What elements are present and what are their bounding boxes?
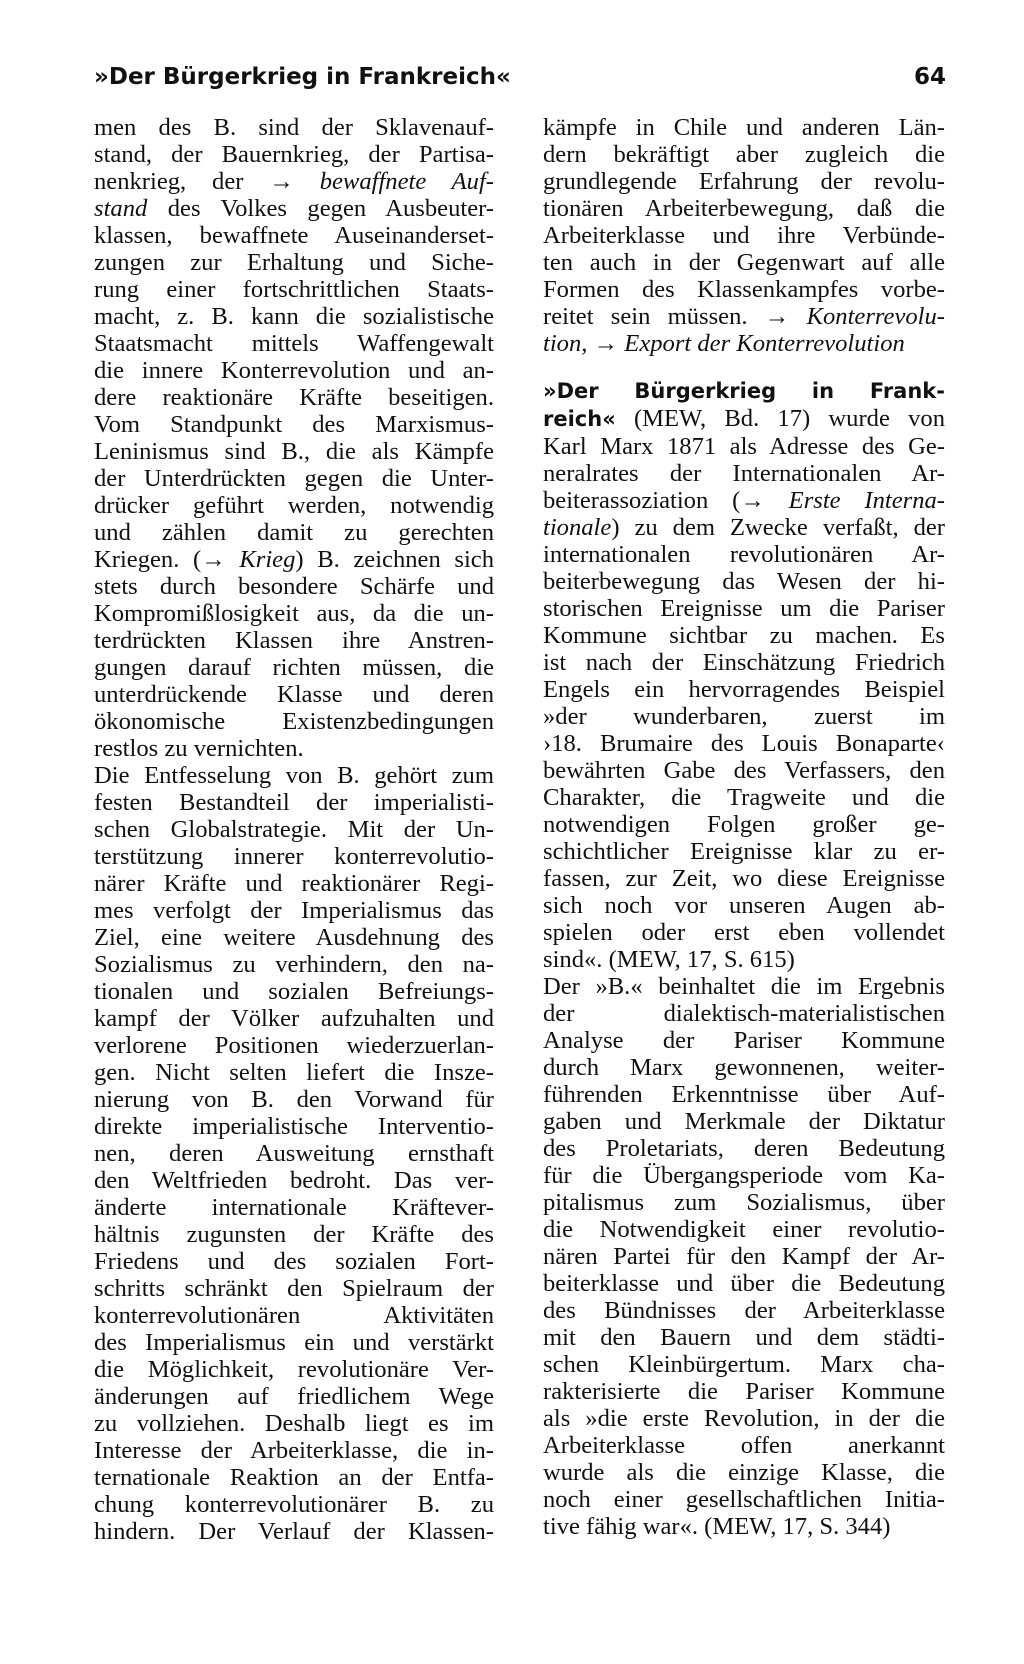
text-line [543,1513,945,1540]
text-run: ›18. Brumaire des Louis Bonaparte‹ [543,730,945,757]
text-line [543,141,945,168]
text-run: tive fähig war«. (MEW, 17, S. 344) [543,1513,891,1540]
text-run: kämpfe in Chile und anderen Län- [543,114,945,141]
text-line [94,438,494,465]
text-run: ) B. zeichnen sich [295,546,494,573]
cross-reference: Erste Interna- [788,487,945,514]
text-line [94,249,494,276]
text-run: nären Partei für den Kampf der Ar- [543,1243,945,1270]
text-line [94,1518,494,1545]
text-run: schritts schränkt den Spielraum der [94,1275,494,1302]
text-line [543,1027,945,1054]
text-line [543,1351,945,1378]
text-line [94,1086,494,1113]
text-line [94,519,494,546]
text-run: neralrates der Internationalen Ar- [543,460,945,487]
text-line [543,487,945,514]
text-line [543,168,945,195]
text-line [94,1329,494,1356]
running-head [94,64,946,98]
text-run: fassen, zur Zeit, wo diese Ereignisse [543,865,945,892]
text-run: men des B. sind der Sklavenauf- [94,114,494,141]
section-gap [543,357,945,377]
text-run: schen Kleinbürgertum. Marx cha- [543,1351,945,1378]
text-line [543,222,945,249]
text-run: festen Bestandteil der imperialisti- [94,789,494,816]
text-line [94,978,494,1005]
text-line [543,595,945,622]
text-line [543,973,945,1000]
text-line [94,1437,494,1464]
text-run: gaben und Merkmale der Diktatur [543,1108,945,1135]
text-run: dern bekräftigt aber zugleich die [543,141,945,168]
text-run: Vom Standpunkt des Marxismus- [94,411,494,438]
text-run: grundlegende Erfahrung der revolu- [543,168,945,195]
text-run: ten auch in der Gegenwart auf alle [543,249,945,276]
text-run: ) zu dem Zwecke verfaßt, der [611,514,945,541]
text-line [543,1135,945,1162]
text-line [543,303,945,330]
text-run: pitalismus zum Sozialismus, über [543,1189,945,1216]
text-line [543,703,945,730]
text-line [94,1491,494,1518]
text-run: des Volkes gegen Ausbeuter- [147,195,494,222]
text-run: direkte imperialistische Interventio- [94,1113,494,1140]
text-line [543,195,945,222]
text-line [543,1189,945,1216]
text-line [543,1378,945,1405]
text-run: stand, der Bauernkrieg, der Partisa- [94,141,494,168]
text-line [94,1005,494,1032]
cross-reference: → bewaffnete Auf- [269,168,494,195]
text-run: ökonomische Existenzbedingungen [94,708,494,735]
text-run: wurde als die einzige Klasse, die [543,1459,945,1486]
text-line [543,1108,945,1135]
text-run: restlos zu vernichten. [94,735,304,762]
entry-headword: »Der Bürgerkrieg in Frank- [543,379,945,403]
text-run: Karl Marx 1871 als Adresse des Ge- [543,433,945,460]
text-run: verlorene Positionen wiederzuerlan- [94,1032,494,1059]
text-run: terdrückten Klassen ihre Anstren- [94,627,494,654]
text-line [543,541,945,568]
cross-reference: tion, → Export der Konterrevolution [543,330,905,357]
text-run: stets durch besondere Schärfe und [94,573,494,600]
text-run: Staatsmacht mittels Waffengewalt [94,330,494,357]
text-line [94,924,494,951]
text-line [543,1324,945,1351]
text-line [543,1162,945,1189]
text-line [94,1032,494,1059]
text-run: storischen Ereignisse um die Pariser [543,595,945,622]
text-line [94,816,494,843]
text-run: den Weltfrieden bedroht. Das ver- [94,1167,494,1194]
text-run: dere reaktionäre Kräfte beseitigen. [94,384,494,411]
text-line [94,897,494,924]
text-run: sich noch vor unseren Augen ab- [543,892,945,919]
text-run: schichtlicher Ereignisse klar zu er- [543,838,945,865]
text-run: Arbeiterklasse offen anerkannt [543,1432,945,1459]
text-run: macht, z. B. kann die sozialistische [94,303,494,330]
text-line [94,411,494,438]
text-line [94,1194,494,1221]
text-line [94,627,494,654]
text-line [543,838,945,865]
text-line [543,1297,945,1324]
text-line [543,811,945,838]
text-run: Formen des Klassenkampfes vorbe- [543,276,945,303]
text-run: hältnis zugunsten der Kräfte des [94,1221,494,1248]
text-run: Interesse der Arbeiterklasse, die in- [94,1437,494,1464]
text-run: Arbeiterklasse und ihre Verbünde- [543,222,945,249]
text-run: die Notwendigkeit einer revolutio- [543,1216,945,1243]
text-line [543,568,945,595]
text-run: des Bündnisses der Arbeiterklasse [543,1297,945,1324]
text-run: Friedens und des sozialen Fort- [94,1248,494,1275]
text-line [543,460,945,487]
text-run: ternationale Reaktion an der Entfa- [94,1464,494,1491]
text-line [543,1486,945,1513]
text-run: beiterklasse und über die Bedeutung [543,1270,945,1297]
text-run: sind«. (MEW, 17, S. 615) [543,946,795,973]
text-run: internationalen revolutionären Ar- [543,541,945,568]
text-line [94,1383,494,1410]
left-column [94,114,494,1545]
text-line [543,330,945,357]
text-line [94,681,494,708]
text-line [94,141,494,168]
text-line [543,405,945,433]
text-line [94,1140,494,1167]
text-run: der dialektisch-materialistischen [543,1000,945,1027]
text-line [543,676,945,703]
text-run: der Unterdrückten gegen die Unter- [94,465,494,492]
text-run: drücker geführt werden, notwendig [94,492,494,519]
text-run: Ziel, eine weitere Ausdehnung des [94,924,494,951]
text-line [94,276,494,303]
text-line [543,919,945,946]
text-line [94,114,494,141]
text-run: des Imperialismus ein und verstärkt [94,1329,494,1356]
text-line [94,1248,494,1275]
text-run: chung konterrevolutionärer B. zu [94,1491,494,1518]
running-head-title: »Der Bürgerkrieg in Frankreich« [94,64,511,90]
text-run: änderungen auf friedlichem Wege [94,1383,494,1410]
text-line [543,649,945,676]
text-line [94,789,494,816]
cross-reference: tionale [543,514,612,541]
text-line [543,622,945,649]
text-run: nierung von B. den Vorwand für [94,1086,494,1113]
text-line [94,465,494,492]
text-line [94,1356,494,1383]
text-line [543,377,945,405]
text-run: Analyse der Pariser Kommune [543,1027,945,1054]
text-line [543,1054,945,1081]
text-line [543,433,945,460]
text-run: Kompromißlosigkeit aus, da die un- [94,600,494,627]
text-line [94,573,494,600]
text-line [94,1167,494,1194]
text-line [94,1275,494,1302]
text-line [94,762,494,789]
text-run: tionalen und sozialen Befreiungs- [94,978,494,1005]
text-run: beiterassoziation (→ [543,487,789,514]
text-line [94,1464,494,1491]
text-run: und zählen damit zu gerechten [94,519,494,546]
text-run: führenden Erkenntnisse über Auf- [543,1081,945,1108]
text-run: Leninismus sind B., die als Kämpfe [94,438,494,465]
text-run: zungen zur Erhaltung und Siche- [94,249,494,276]
text-run: änderte internationale Kräftever- [94,1194,494,1221]
text-line [543,514,945,541]
text-line [543,1432,945,1459]
text-line [543,1459,945,1486]
text-run: terstützung innerer konterrevolutio- [94,843,494,870]
text-run: rung einer fortschrittlichen Staats- [94,276,494,303]
cross-reference: stand [94,195,148,222]
cross-reference: Krieg [239,546,296,573]
text-line [543,730,945,757]
text-run: Kriegen. (→ [94,546,240,573]
text-run: Sozialismus zu verhindern, den na- [94,951,494,978]
entry-headword: reich« [543,407,616,431]
text-run: nen, deren Ausweitung ernsthaft [94,1140,494,1167]
text-line [94,951,494,978]
text-run: (MEW, Bd. 17) wurde von [615,405,945,432]
text-run: reitet sein müssen. [543,303,765,330]
text-line [543,757,945,784]
text-line [94,1221,494,1248]
text-line [543,1216,945,1243]
text-line [543,892,945,919]
text-line [94,357,494,384]
text-run: Der »B.« beinhaltet die im Ergebnis [543,973,945,1000]
text-run: ist nach der Einschätzung Friedrich [543,649,945,676]
text-run: konterrevolutionären Aktivitäten [94,1302,494,1329]
text-run: Charakter, die Tragweite und die [543,784,945,811]
text-run: die Möglichkeit, revolutionäre Ver- [94,1356,494,1383]
text-run: gungen darauf richten müssen, die [94,654,494,681]
text-line [94,843,494,870]
text-line [543,249,945,276]
text-line [94,1059,494,1086]
text-line [94,195,494,222]
text-run: »der wunderbaren, zuerst im [543,703,945,730]
text-run: Kommune sichtbar zu machen. Es [543,622,945,649]
text-run: tionären Arbeiterbewegung, daß die [543,195,945,222]
text-run: schen Globalstrategie. Mit der Un- [94,816,494,843]
text-run: bewährten Gabe des Verfassers, den [543,757,945,784]
right-column [543,114,945,1540]
text-line [94,870,494,897]
text-line [543,784,945,811]
text-line [94,735,494,762]
text-line [543,865,945,892]
text-run: notwendigen Folgen großer ge- [543,811,945,838]
text-run: unterdrückende Klasse und deren [94,681,494,708]
text-run: die innere Konterrevolution und an- [94,357,494,384]
text-run: mit den Bauern und dem städti- [543,1324,945,1351]
cross-reference: → Konterrevolu- [764,303,945,330]
text-line [94,1302,494,1329]
text-run: für die Übergangsperiode vom Ka- [543,1162,945,1189]
text-line [543,1405,945,1432]
text-run: hindern. Der Verlauf der Klassen- [94,1518,494,1545]
text-run: beiterbewegung das Wesen der hi- [543,568,945,595]
text-line [543,276,945,303]
text-run: mes verfolgt der Imperialismus das [94,897,494,924]
text-line [543,946,945,973]
text-line [94,600,494,627]
text-run: spielen oder erst eben vollendet [543,919,945,946]
text-run: närer Kräfte und reaktionärer Regi- [94,870,494,897]
text-run: gen. Nicht selten liefert die Insze- [94,1059,494,1086]
text-line [94,330,494,357]
text-run: Die Entfesselung von B. gehört zum [94,762,494,789]
text-line [94,1113,494,1140]
text-line [543,1270,945,1297]
text-run: Engels ein hervorragendes Beispiel [543,676,945,703]
text-run: als »die erste Revolution, in der die [543,1405,945,1432]
text-run: rakterisierte die Pariser Kommune [543,1378,945,1405]
text-run: kampf der Völker aufzuhalten und [94,1005,494,1032]
text-line [543,1243,945,1270]
text-run: durch Marx gewonnenen, weiter- [543,1054,945,1081]
text-line [94,492,494,519]
text-line [94,654,494,681]
text-run: klassen, bewaffnete Auseinanderset- [94,222,494,249]
text-line [543,1000,945,1027]
text-run: nenkrieg, der [94,168,270,195]
text-line [94,303,494,330]
text-line [94,1410,494,1437]
text-line [543,1081,945,1108]
text-line [94,708,494,735]
text-line [94,168,494,195]
text-run: zu vollziehen. Deshalb liegt es im [94,1410,494,1437]
text-run: noch einer gesellschaftlichen Initia- [543,1486,945,1513]
text-run: des Proletariats, deren Bedeutung [543,1135,945,1162]
text-line [543,114,945,141]
page-number: 64 [913,64,946,90]
text-line [94,384,494,411]
text-line [94,546,494,573]
text-line [94,222,494,249]
